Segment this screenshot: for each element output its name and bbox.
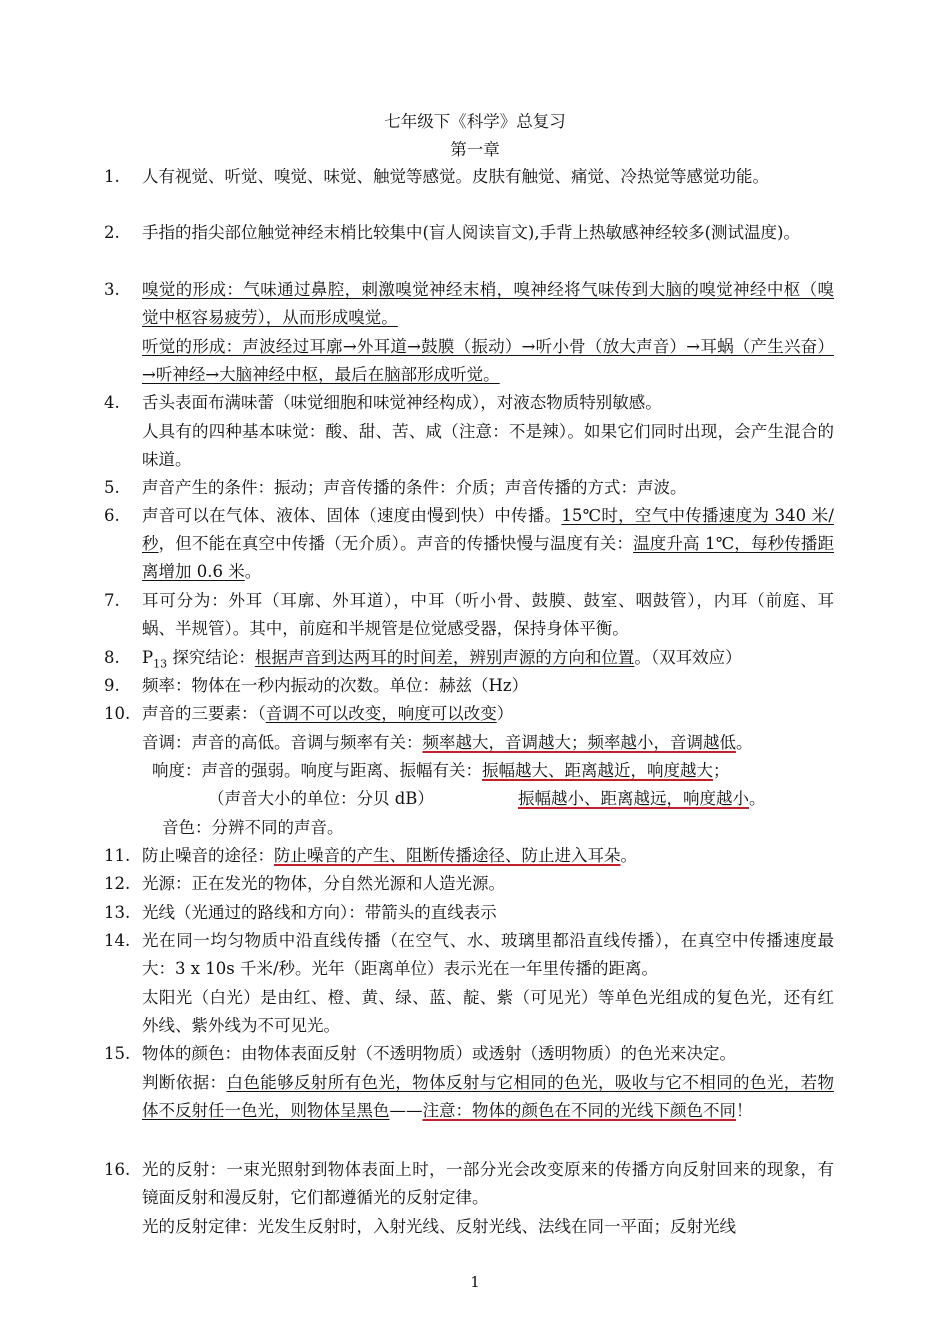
item-text: 手指的指尖部位触觉神经末梢比较集中(盲人阅读盲文),手背上热敏感神经较多(测试温度)。 <box>142 223 800 242</box>
item-text: 防止噪音的途径：防止噪音的产生、阻断传播途径、防止进入耳朵。 <box>142 846 637 865</box>
red-underlined-text: 频率越大，音调越大；频率越小，音调越低 <box>422 733 736 752</box>
item-number: 9. <box>104 676 120 695</box>
item-number: 16. <box>104 1160 131 1179</box>
page-number: 1 <box>470 1273 480 1291</box>
text-run: P <box>142 648 154 667</box>
red-underlined-text: 防止噪音的产生、阻断传播途径、防止进入耳朵 <box>274 846 621 865</box>
text-run: 音调：声音的高低。音调与频率有关： <box>142 733 423 752</box>
underlined-text: 听觉的形成：声波经过耳廓→外耳道→鼓膜（振动）→听小骨（放大声音）→耳蜗（产生兴奋）→听神经→大脑神经中枢，最后在脑部形成听觉。 <box>142 337 834 384</box>
subscript: 13 <box>153 657 168 671</box>
item-number: 4. <box>104 393 120 412</box>
red-underlined-text: 振幅越小、距离越远，响度越小 <box>518 789 749 808</box>
chapter-title: 第一章 <box>450 140 500 159</box>
item-number: 6. <box>104 506 120 525</box>
text-line: 音调：声音的高低。音调与频率有关：频率越大，音调越大；频率越小，音调越低。 <box>142 733 753 752</box>
item-number: 14. <box>104 931 131 950</box>
item-text: 舌头表面布满味蕾（味觉细胞和味觉神经构成），对液态物质特别敏感。 <box>142 393 662 412</box>
text-run: 声音的三要素：（ <box>142 704 266 723</box>
item-text <box>142 276 834 332</box>
red-underlined-text: 振幅越大、距离越近，响度越大 <box>482 761 713 780</box>
item-text: 光在同一均匀物质中沿直线传播（在空气、水、玻璃里都沿直线传播），在真空中传播速度最大：3 x 10s 千米/秒。光年（距离单位）表示光在一年里传播的距离。 <box>142 931 834 978</box>
text-run: 。 <box>244 562 262 581</box>
item-number: 12. <box>104 874 131 893</box>
item-text: 光的反射：一束光照射到物体表面上时，一部分光会改变原来的传播方向反射回来的现象，有镜面反射和漫反射，它们都遵循光的反射定律。 <box>142 1160 834 1207</box>
text-line: 音色：分辨不同的声音。 <box>162 818 344 837</box>
item-text <box>142 700 834 728</box>
text-run: 判断依据： <box>142 1073 227 1092</box>
item-number: 13. <box>104 903 131 922</box>
item-text: 声音产生的条件：振动；声音传播的条件：介质；声音传播的方式：声波。 <box>142 478 687 497</box>
text-line: 振幅越小、距离越远，响度越小。 <box>518 789 766 808</box>
item-number: 7. <box>104 591 120 610</box>
text-run: ，但不能在真空中传播（无介质）。声音的传播快慢与温度有关： <box>158 534 634 553</box>
item-number: 1. <box>104 167 120 186</box>
text-run: ！ <box>736 1101 753 1120</box>
underlined-text: 嗅觉的形成：气味通过鼻腔，刺激嗅觉神经末梢，嗅神经将气味传到大脑的嗅觉神经中枢（嗅觉中枢容易疲劳），从而形成嗅觉。 <box>142 280 834 327</box>
item-text: 频率：物体在一秒内振动的次数。单位：赫兹（Hz） <box>142 676 529 695</box>
item-text: 光线（光通过的路线和方向）：带箭头的直线表示 <box>142 903 497 922</box>
text-line: 响度：声音的强弱。响度与距离、振幅有关：振幅越大、距离越近，响度越大； <box>152 761 730 780</box>
text-run: 探究结论： <box>167 648 255 667</box>
text-run: 声音可以在气体、液体、固体（速度由慢到快）中传播。 <box>142 506 562 525</box>
item-text <box>142 333 834 389</box>
item-number: 5. <box>104 478 120 497</box>
underlined-text: 音调不可以改变，响度可以改变 <box>265 704 497 723</box>
text-line: （声音大小的单位：分贝 dB） <box>208 789 434 808</box>
item-number: 10. <box>104 704 131 723</box>
item-text <box>142 502 834 586</box>
text-run: ） <box>496 704 514 723</box>
item-number: 8. <box>104 648 120 667</box>
item-text: 物体的颜色：由物体表面反射（不透明物质）或透射（透明物质）的色光来决定。 <box>142 1044 736 1063</box>
underlined-text: 根据声音到达两耳的时间差，辨别声源的方向和位置 <box>254 648 635 667</box>
item-number: 3. <box>104 280 120 299</box>
item-text: 光的反射定律：光发生反射时，入射光线、反射光线、法线在同一平面；反射光线 <box>142 1217 736 1236</box>
item-number: 15. <box>104 1044 131 1063</box>
item-text: 光源：正在发光的物体，分自然光源和人造光源。 <box>142 874 505 893</box>
text-run: 防止噪音的途径： <box>142 846 274 865</box>
underlined-text: 15℃时，空气中传播速度为 340 米/秒 <box>142 506 834 553</box>
underlined-text: 白色能够反射所有色光，物体反射与它相同的色光，吸收与它不相同的色光，若物体不反射任一色光，则物体呈黑色 <box>142 1073 834 1120</box>
underlined-text: 温度升高 1℃，每秒传播距离增加 0.6 米 <box>142 534 835 581</box>
text-run: 响度：声音的强弱。响度与距离、振幅有关： <box>152 761 482 780</box>
item-text: 耳可分为：外耳（耳廓、外耳道），中耳（听小骨、鼓膜、鼓室、咽鼓管），内耳（前庭、耳蜗、半规管）。其中，前庭和半规管是位觉感受器，保持身体平衡。 <box>142 591 834 638</box>
text-run: 。（双耳效应） <box>634 648 742 667</box>
doc-title: 七年级下《科学》总复习 <box>384 112 566 131</box>
item-text <box>142 1069 834 1125</box>
text-run: —— <box>389 1101 423 1120</box>
item-text: 人具有的四种基本味觉：酸、甜、苦、咸（注意：不是辣）。如果它们同时出现，会产生混合的味道。 <box>142 422 834 469</box>
item-text: 太阳光（白光）是由红、橙、黄、绿、蓝、靛、紫（可见光）等单色光组成的复色光，还有红外线、紫外线为不可见光。 <box>142 988 834 1035</box>
item-number: 2. <box>104 223 120 242</box>
red-underlined-text: 注意：物体的颜色在不同的光线下颜色不同 <box>422 1101 736 1120</box>
item-text: 人有视觉、听觉、嗅觉、味觉、触觉等感觉。皮肤有触觉、痛觉、冷热觉等感觉功能。 <box>142 167 769 186</box>
item-number: 11. <box>104 846 131 865</box>
